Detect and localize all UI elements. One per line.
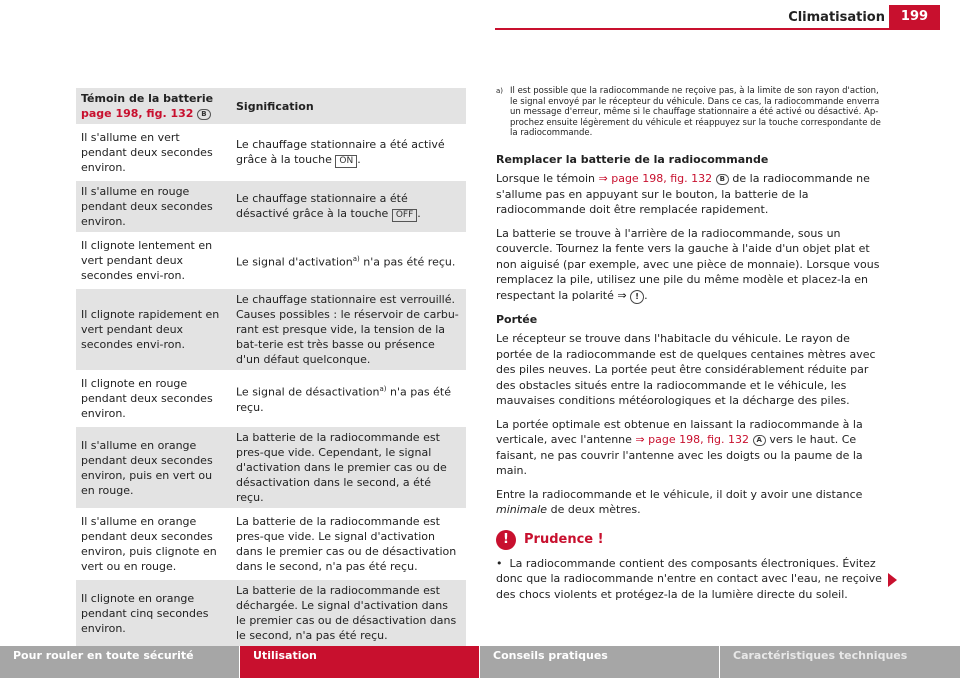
label-badge-b: B [716, 174, 729, 185]
table-row: Il s'allume en orange pendant deux secondes environ, puis clignote en vert ou en rouge. La batterie de la radiocommande est pres-que vide. Le signal d'activation dans le premier cas ou de désactivation dans le second, n'a pas été reçu. [81, 515, 457, 573]
battery-paragraph-2: La batterie se trouve à l'arrière de la radiocommande, sous un couvercle. Tournez la fente vers la gauche à l'aide d'un objet plat et non aiguisé (par exemple, avec une pièce de monnaie). Lorsque vous remplacez la pile, utilisez une pile du même modèle et placez-la en respectant la polarité ⇒ ! . [496, 226, 880, 302]
table-row: Il s'allume en rouge pendant deux secondes environ. Le chauffage stationnaire a été désactivé grâce à la touche OFF . [76, 181, 466, 232]
table-row: Il clignote lentement en vert pendant deux secondes envi-ron. Le signal d'activation$^{a)}$ n'a pas été reçu. [81, 239, 456, 282]
warning-icon: ! [496, 530, 516, 550]
footer-tab-utilisation[interactable]: Utilisation [240, 646, 480, 678]
page-number: 199 [889, 5, 940, 29]
right-column [496, 86, 886, 602]
battery-heading: Remplacer la batterie de la radiocommande [496, 152, 769, 166]
warning-box [496, 530, 886, 603]
header-rule [495, 28, 940, 30]
fig-link[interactable]: ⇒ page 198, fig. 132 [635, 433, 749, 446]
footer-tab-caracteristiques[interactable]: Caractéristiques techniques [720, 646, 960, 678]
label-badge-a: A [753, 435, 766, 446]
range-paragraph-1: Le récepteur se trouve dans l'habitacle du véhicule. Le rayon de portée de la radiocommande est de quelques centaines mètres avec des piles neuves. La portée peut être considérablement réduite par des obstacles situés entre la radiocommande et le véhicule, les mauvaises conditions météorologiques et la décharge des piles. [496, 332, 876, 407]
range-paragraph-2: La portée optimale est obtenue en laissant la radiocommande à la verticale, avec l'antenne ⇒ page 198, fig. 132 A vers le haut. Ce faisant, ne pas couvrir l'antenne avec les doigts ou la paume de la main. [496, 417, 863, 477]
page-title: Climatisation [788, 10, 885, 25]
battery-paragraph-1: Lorsque le témoin ⇒ page 198, fig. 132 B de la radiocommande ne s'allume pas en appuyant sur le bouton, la batterie de la radiocommande doit être remplacée rapidement. [496, 172, 870, 216]
col1-header: Témoin de la batterie page 198, fig. 132 B [76, 88, 231, 124]
table-header-row [76, 88, 466, 124]
off-key: OFF [392, 209, 417, 222]
footer-tab-conseils[interactable]: Conseils pratiques [480, 646, 720, 678]
warning-text: • La radiocommande contient des composants électroniques. Évitez donc que la radiocommande n'entre en contact avec l'eau, ne reçoive des chocs violents et protégez-la de la lumière directe du soleil. [496, 556, 882, 601]
footnote: a) Il est possible que la radiocommande ne reçoive pas, à la limite de son rayon d'action, le signal envoyé par le récepteur du véhicule. Dans ce cas, la radiocommande enverra un message d'erreur, même si le chauffage stationnaire a été activé ou désactivé. Ap-prochez ensuite légèrement du véhicule et réappuyez sur la touche correspondante de la radiocommande. [496, 86, 881, 138]
table-row: Il clignote en orange pendant cinq secondes environ. La batterie de la radiocommande est déchargée. Le signal d'activation dans le premier cas ou de désactivation dans le second, n'a pas été reçu. [76, 580, 466, 646]
table-row: Il s'allume en vert pendant deux secondes environ. Le chauffage stationnaire a été activé grâce à la touche ON . [81, 131, 445, 174]
fig-link[interactable]: page 198, fig. 132 [81, 107, 194, 120]
footer-tab-securite[interactable]: Pour rouler en toute sécurité [0, 646, 240, 678]
label-badge-b: B [197, 109, 210, 120]
range-heading: Portée [496, 312, 538, 326]
table-row: Il clignote en rouge pendant deux secondes environ. Le signal de désactivation$^{a)}$ n'a pas été reçu. [81, 377, 452, 420]
footer-nav [0, 646, 960, 678]
range-paragraph-3: Entre la radiocommande et le véhicule, il doit y avoir une distance minimale de deux mètres. [496, 487, 863, 516]
warning-ref-icon: ! [630, 290, 644, 304]
table-row: Il s'allume en orange pendant deux secondes environ, puis en vert ou en rouge. La batterie de la radiocommande est pres-que vide. Cependant, le signal d'activation dans le premier cas ou de désactivation dans le second, a été reçu. [76, 427, 466, 508]
col2-header: Signification [231, 88, 466, 124]
warning-title: Prudence ! [524, 531, 604, 547]
table-row: Il clignote rapidement en vert pendant deux secondes envi-ron. Le chauffage stationnaire est verrouillé. Causes possibles : le réservoir de carbu-rant est presque vide, la tension de la bat-terie est très basse ou présence d'un défaut quelconque. [76, 289, 466, 370]
battery-indicator-table [76, 85, 466, 649]
on-key: ON [335, 155, 357, 168]
next-page-arrow-icon[interactable] [888, 573, 897, 587]
fig-link[interactable]: ⇒ page 198, fig. 132 [598, 172, 713, 185]
